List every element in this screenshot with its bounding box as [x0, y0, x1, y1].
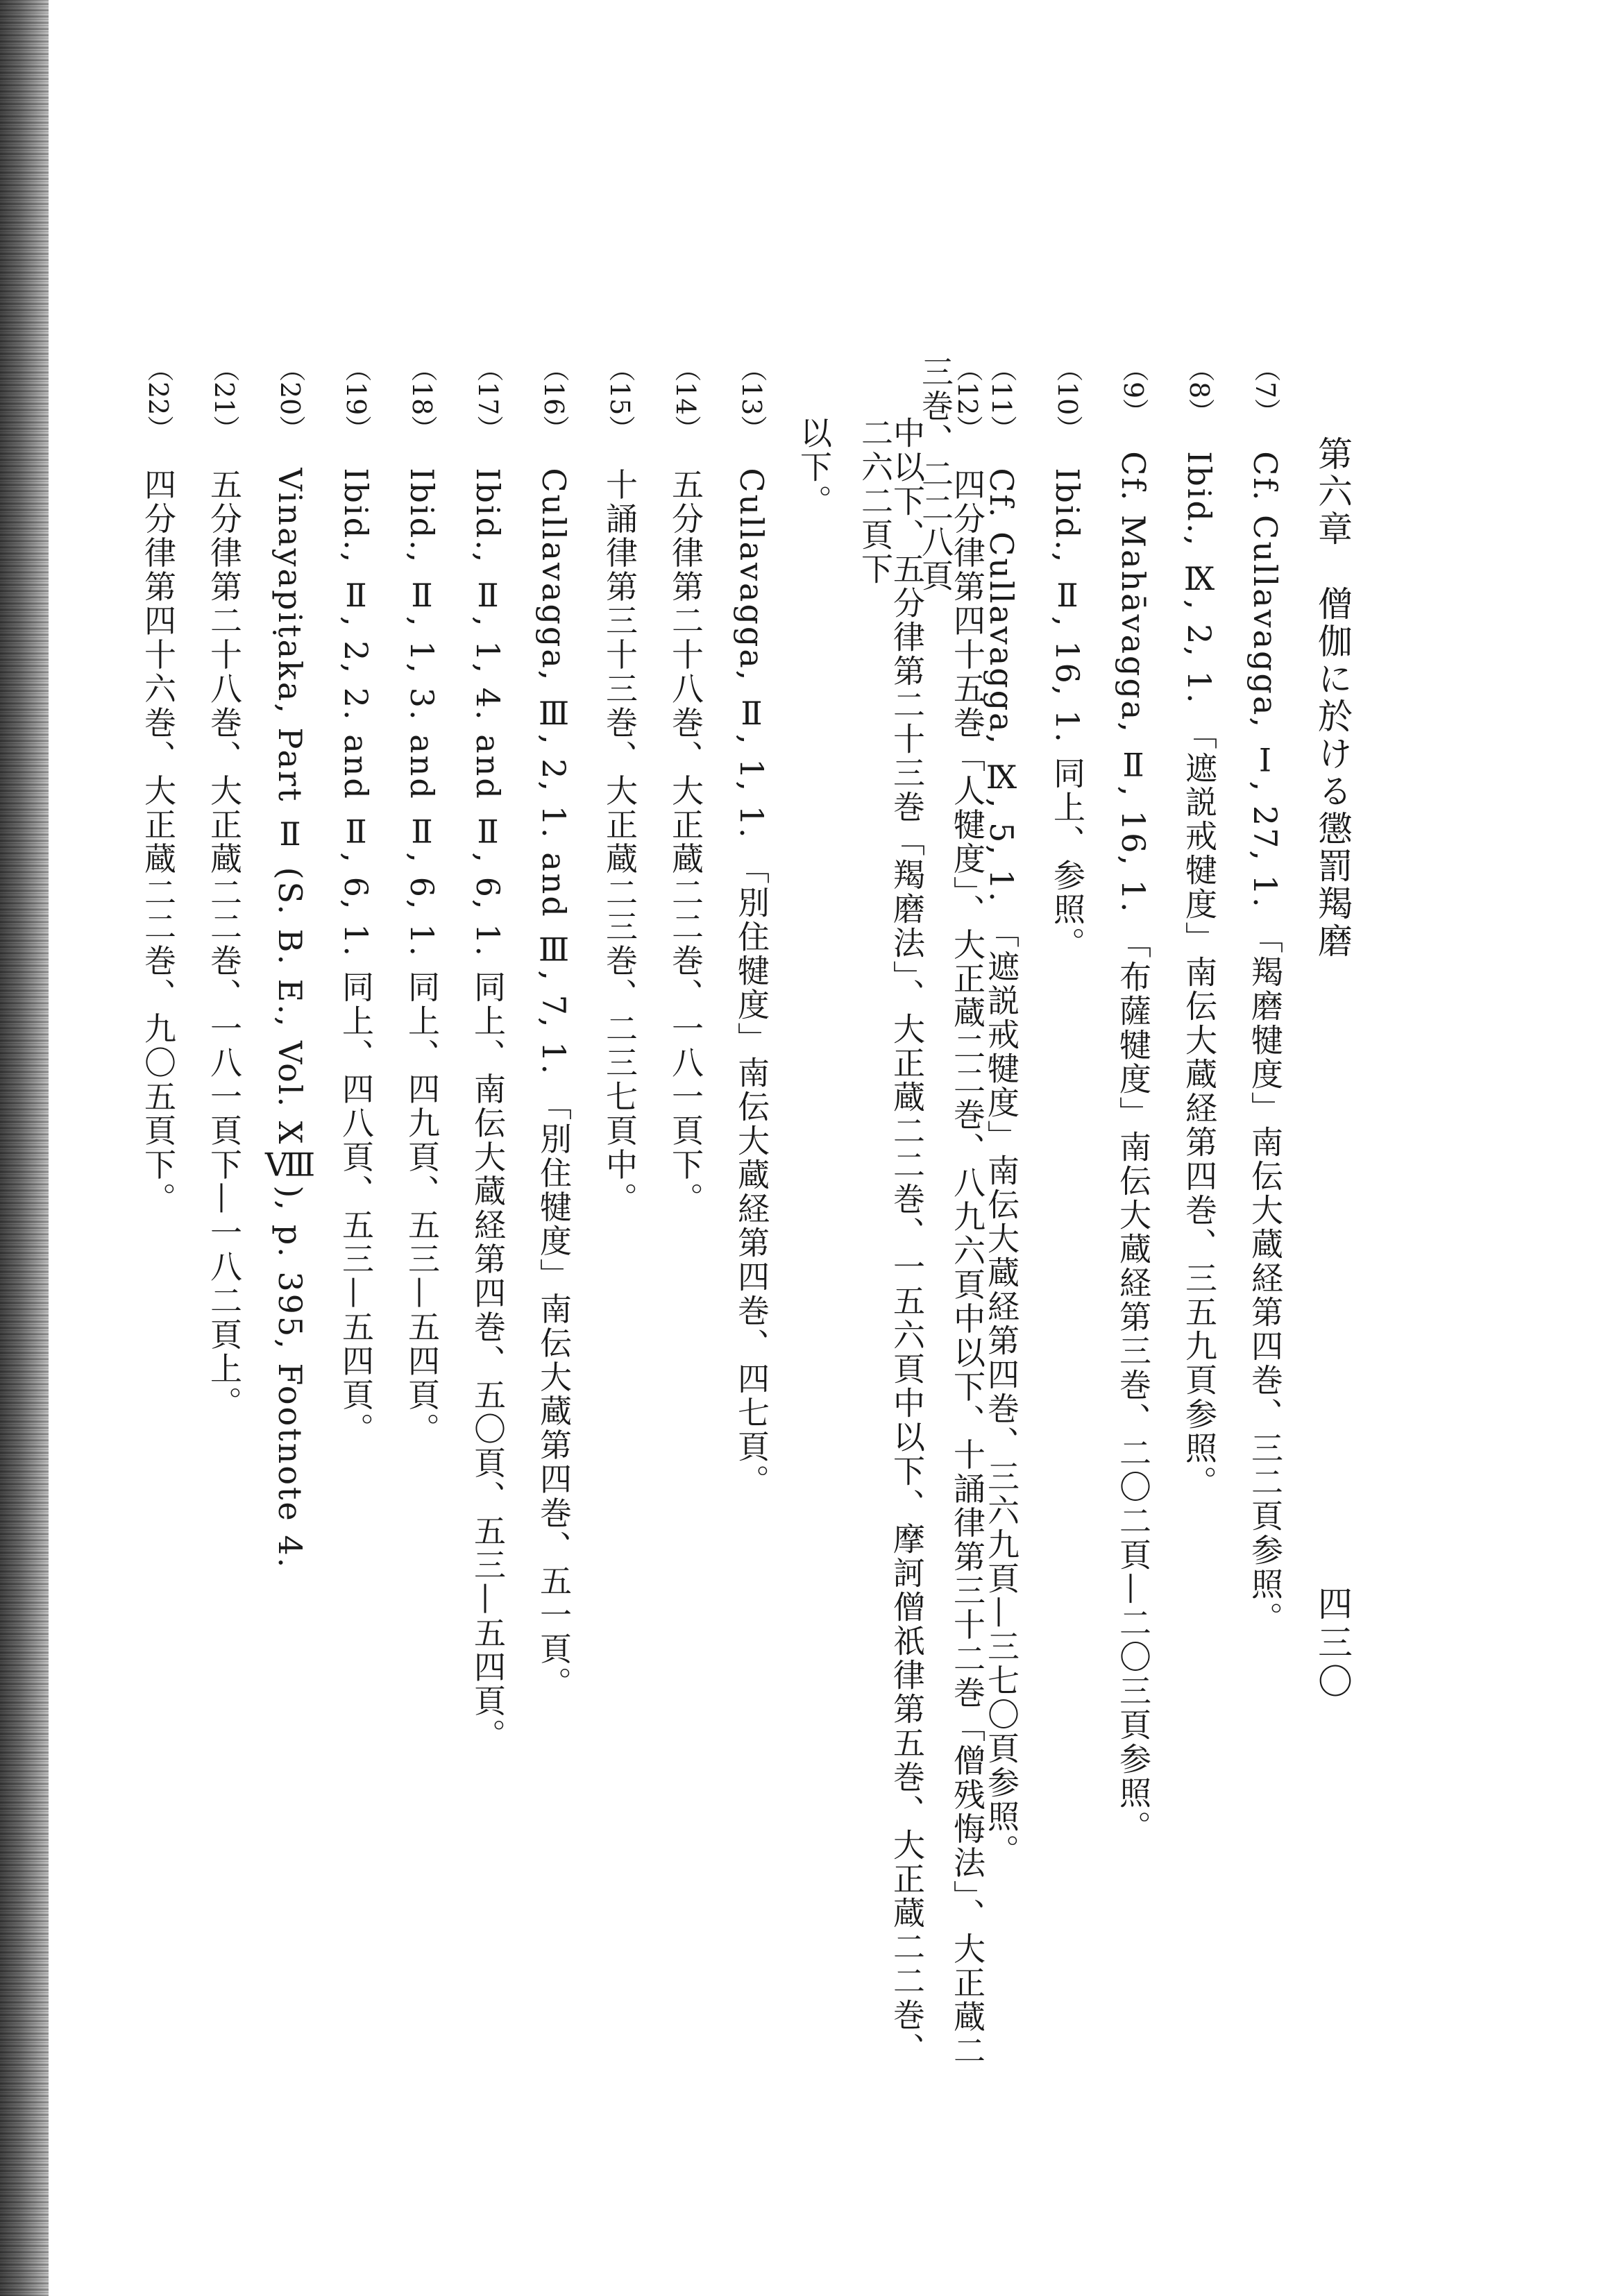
footnote-number: （11） — [986, 355, 1017, 442]
footnote-text: Ibid., Ⅱ, 1, 4. and Ⅱ, 6, 1. 同上、南伝大蔵経第四巻、五〇頁、五三—五四頁。 — [469, 468, 507, 1753]
footnote-11 — [983, 355, 1020, 1869]
footnotes-column-block — [139, 355, 1291, 2090]
footnote-12-continuation-2: 以下。 — [795, 416, 833, 518]
footnote-17 — [469, 355, 507, 1753]
footnote-18 — [403, 355, 441, 1447]
footnote-number: （12） — [952, 355, 983, 442]
footnote-15 — [601, 355, 638, 1216]
scan-edge-shadow — [0, 0, 49, 2296]
footnote-number: （8） — [1184, 355, 1215, 425]
footnote-text: 五分律第二十八巻、大正蔵二二巻、一八一頁下—一八二頁上。 — [205, 468, 243, 1420]
footnote-text: Ibid., Ⅸ, 2, 1. 「遮説戒犍度」南伝大蔵経第四巻、三五九頁参照。 — [1181, 451, 1218, 1500]
footnote-number: （10） — [1052, 355, 1083, 442]
footnote-22 — [139, 355, 177, 1216]
footnote-13 — [733, 355, 770, 1499]
footnote-text: Cullavagga, Ⅲ, 2, 1. and Ⅲ, 7, 1. 「別住犍度」南伝大蔵第四巻、五一頁。 — [535, 468, 573, 1701]
footnote-text: 十誦律第三十三巻、大正蔵二三巻、二三七頁中。 — [601, 468, 638, 1216]
footnote-12-continuation-1: 中以下、五分律第二十三巻「羯磨法」、大正蔵二二巻、一五六頁中以下、摩訶僧祇律第五巻、大正蔵二二巻、二六二頁下 — [856, 416, 926, 2066]
footnote-text: Ibid., Ⅱ, 2, 2. and Ⅱ, 6, 1. 同上、四八頁、五三—五四頁。 — [337, 468, 375, 1447]
footnote-text: Ibid., Ⅱ, 16, 1. 同上、参照。 — [1049, 468, 1086, 961]
footnote-number: （20） — [275, 355, 305, 442]
footnote-14 — [667, 355, 704, 1216]
footnote-text: Cf. Cullavagga, Ⅸ, 5, 1. 「遮説戒犍度」南伝大蔵経第四巻、三六九頁—三七〇頁参照。 — [983, 468, 1020, 1869]
footnote-19 — [337, 355, 375, 1447]
footnote-20 — [271, 355, 309, 1570]
footnote-16 — [535, 355, 573, 1701]
footnote-number: （22） — [143, 355, 174, 442]
footnote-number: （18） — [407, 355, 437, 442]
footnote-10 — [1049, 355, 1086, 961]
footnote-number: （14） — [670, 355, 701, 442]
footnote-text: Cf. Mahāvagga, Ⅱ, 16, 1. 「布薩犍度」南伝大蔵経第三巻、二〇二頁—二〇三頁参照。 — [1115, 451, 1152, 1845]
footnote-text: Cullavagga, Ⅱ, 1, 1. 「別住犍度」南伝大蔵経第四巻、四七頁。 — [733, 468, 770, 1499]
footnote-text: Ibid., Ⅱ, 1, 3. and Ⅱ, 6, 1. 同上、四九頁、五三—五四頁。 — [403, 468, 441, 1447]
footnote-number: （15） — [604, 355, 635, 442]
chapter-title: 第六章 僧伽に於ける懲罰羯磨 — [1312, 436, 1353, 960]
page-number: 四三〇 — [1312, 1585, 1353, 1702]
footnote-number: （19） — [341, 355, 371, 442]
footnote-text: Vinayapiṭaka, Part Ⅱ (S. B. E., Vol. XⅧ), p. 395, Footnote 4. — [271, 468, 309, 1570]
footnote-text: Cf. Cullavagga, Ⅰ, 27, 1. 「羯磨犍度」南伝大蔵経第四巻、三二頁参照。 — [1246, 451, 1284, 1636]
footnote-21 — [205, 355, 243, 1420]
footnote-number: （9） — [1118, 355, 1149, 425]
footnote-number: （16） — [539, 355, 569, 442]
footnote-text: 四分律第四十五巻「人犍度」、大正蔵二二巻、八九六頁中以下、十誦律第三十二巻「僧残悔法」、大正蔵二三巻、二二八頁 — [917, 355, 986, 2068]
footnote-7 — [1246, 355, 1284, 1636]
footnote-number: （7） — [1250, 355, 1280, 425]
footnote-9 — [1115, 355, 1152, 1845]
footnote-number: （21） — [209, 355, 239, 442]
footnote-text: 五分律第二十八巻、大正蔵二二巻、一八一頁下。 — [667, 468, 704, 1216]
footnote-8 — [1181, 355, 1218, 1500]
footnote-12 — [917, 355, 986, 2090]
footnote-text: 四分律第四十六巻、大正蔵二二巻、九〇五頁下。 — [139, 468, 177, 1216]
footnote-number: （17） — [473, 355, 503, 442]
footnote-number: （13） — [736, 355, 767, 442]
